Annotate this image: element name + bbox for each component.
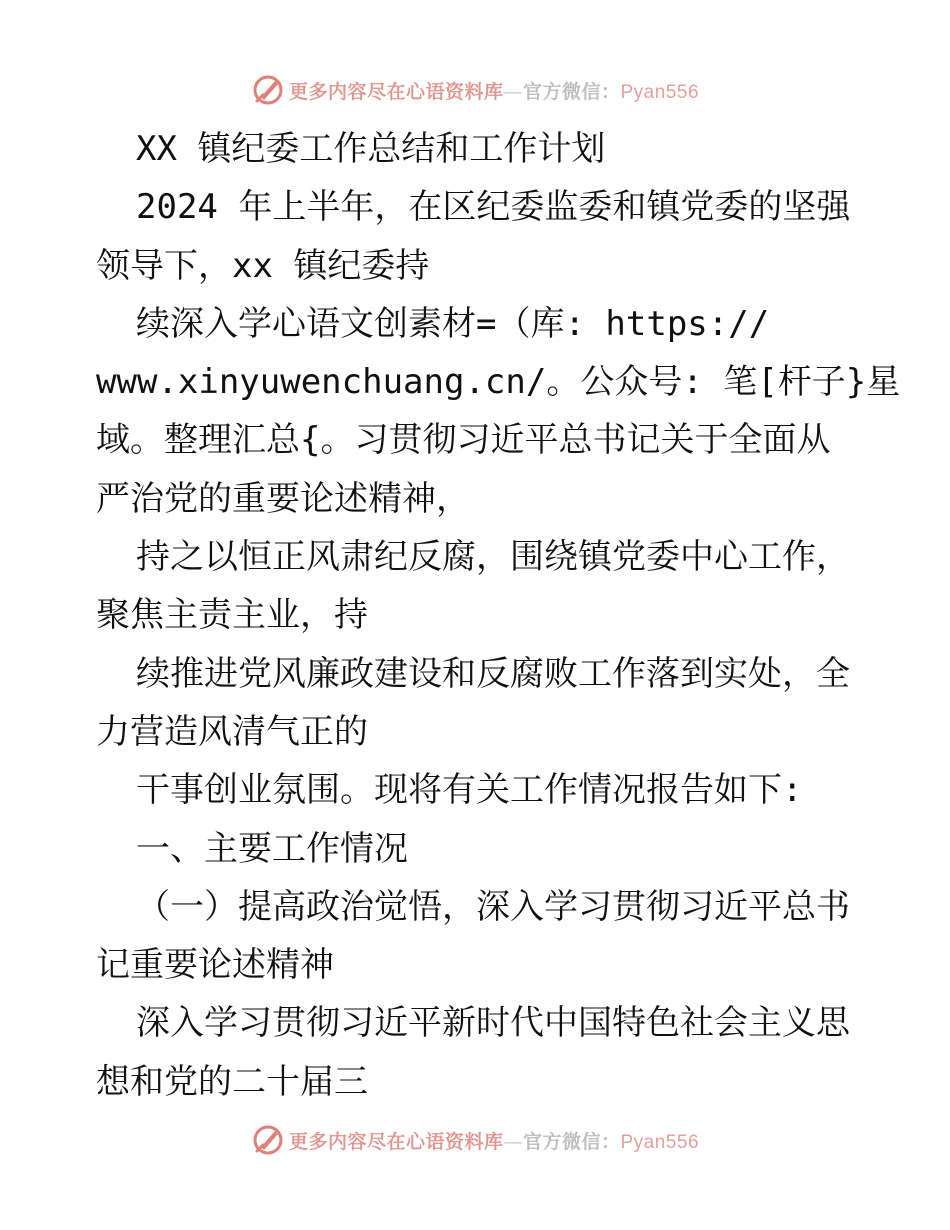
text-line: 续深入学心语文创素材=（库: https://: [136, 303, 770, 344]
text-line: 续推进党风廉政建设和反腐败工作落到实处，全: [136, 653, 850, 694]
text-line: 记重要论述精神: [96, 945, 334, 986]
watermark-text: [289, 77, 699, 104]
text-line: 领导下，xx 镇纪委持: [96, 245, 430, 286]
watermark-text: [289, 1127, 699, 1154]
watermark-brand: 更多内容尽在心语资料库: [288, 1130, 504, 1153]
text-line: 域。整理汇总{。习贯彻习近平总书记关于全面从: [96, 420, 831, 461]
text-line: 持之以恒正风肃纪反腐，围绕镇党委中心工作，: [136, 537, 850, 578]
watermark-brand: 更多内容尽在心语资料库: [288, 80, 504, 103]
text-line: 力营造风清气正的: [96, 711, 368, 752]
watermark-id: Pyan556: [620, 1131, 700, 1153]
footer-watermark: [0, 1122, 950, 1158]
subsection-heading: （一）提高政治觉悟，深入学习贯彻习近平总书: [136, 886, 850, 927]
header-watermark: [0, 72, 950, 108]
watermark-label: 官方微信：: [522, 80, 621, 103]
text-line: 深入学习贯彻习近平新时代中国特色社会主义思: [136, 1003, 850, 1044]
watermark-separator: —: [503, 80, 523, 103]
text-line: 2024 年上半年，在区纪委监委和镇党委的坚强: [136, 187, 851, 228]
text-line: 聚焦主责主业，持: [96, 595, 368, 636]
document-title: XX 镇纪委工作总结和工作计划: [136, 129, 606, 169]
text-line: 干事创业氛围。现将有关工作情况报告如下:: [136, 770, 803, 811]
pen-seal-icon: [251, 73, 285, 107]
watermark-id: Pyan556: [620, 81, 700, 103]
watermark-separator: —: [503, 1130, 523, 1153]
pen-seal-icon: [251, 1123, 285, 1157]
document-body: [96, 120, 901, 1111]
watermark-label: 官方微信：: [522, 1130, 621, 1153]
text-line: 想和党的二十届三: [96, 1061, 368, 1102]
text-line: www.xinyuwenchuang.cn/。公众号: 笔[杆子}星: [96, 362, 901, 403]
section-heading: 一、主要工作情况: [136, 828, 408, 869]
text-line: 严治党的重要论述精神，: [96, 478, 470, 519]
